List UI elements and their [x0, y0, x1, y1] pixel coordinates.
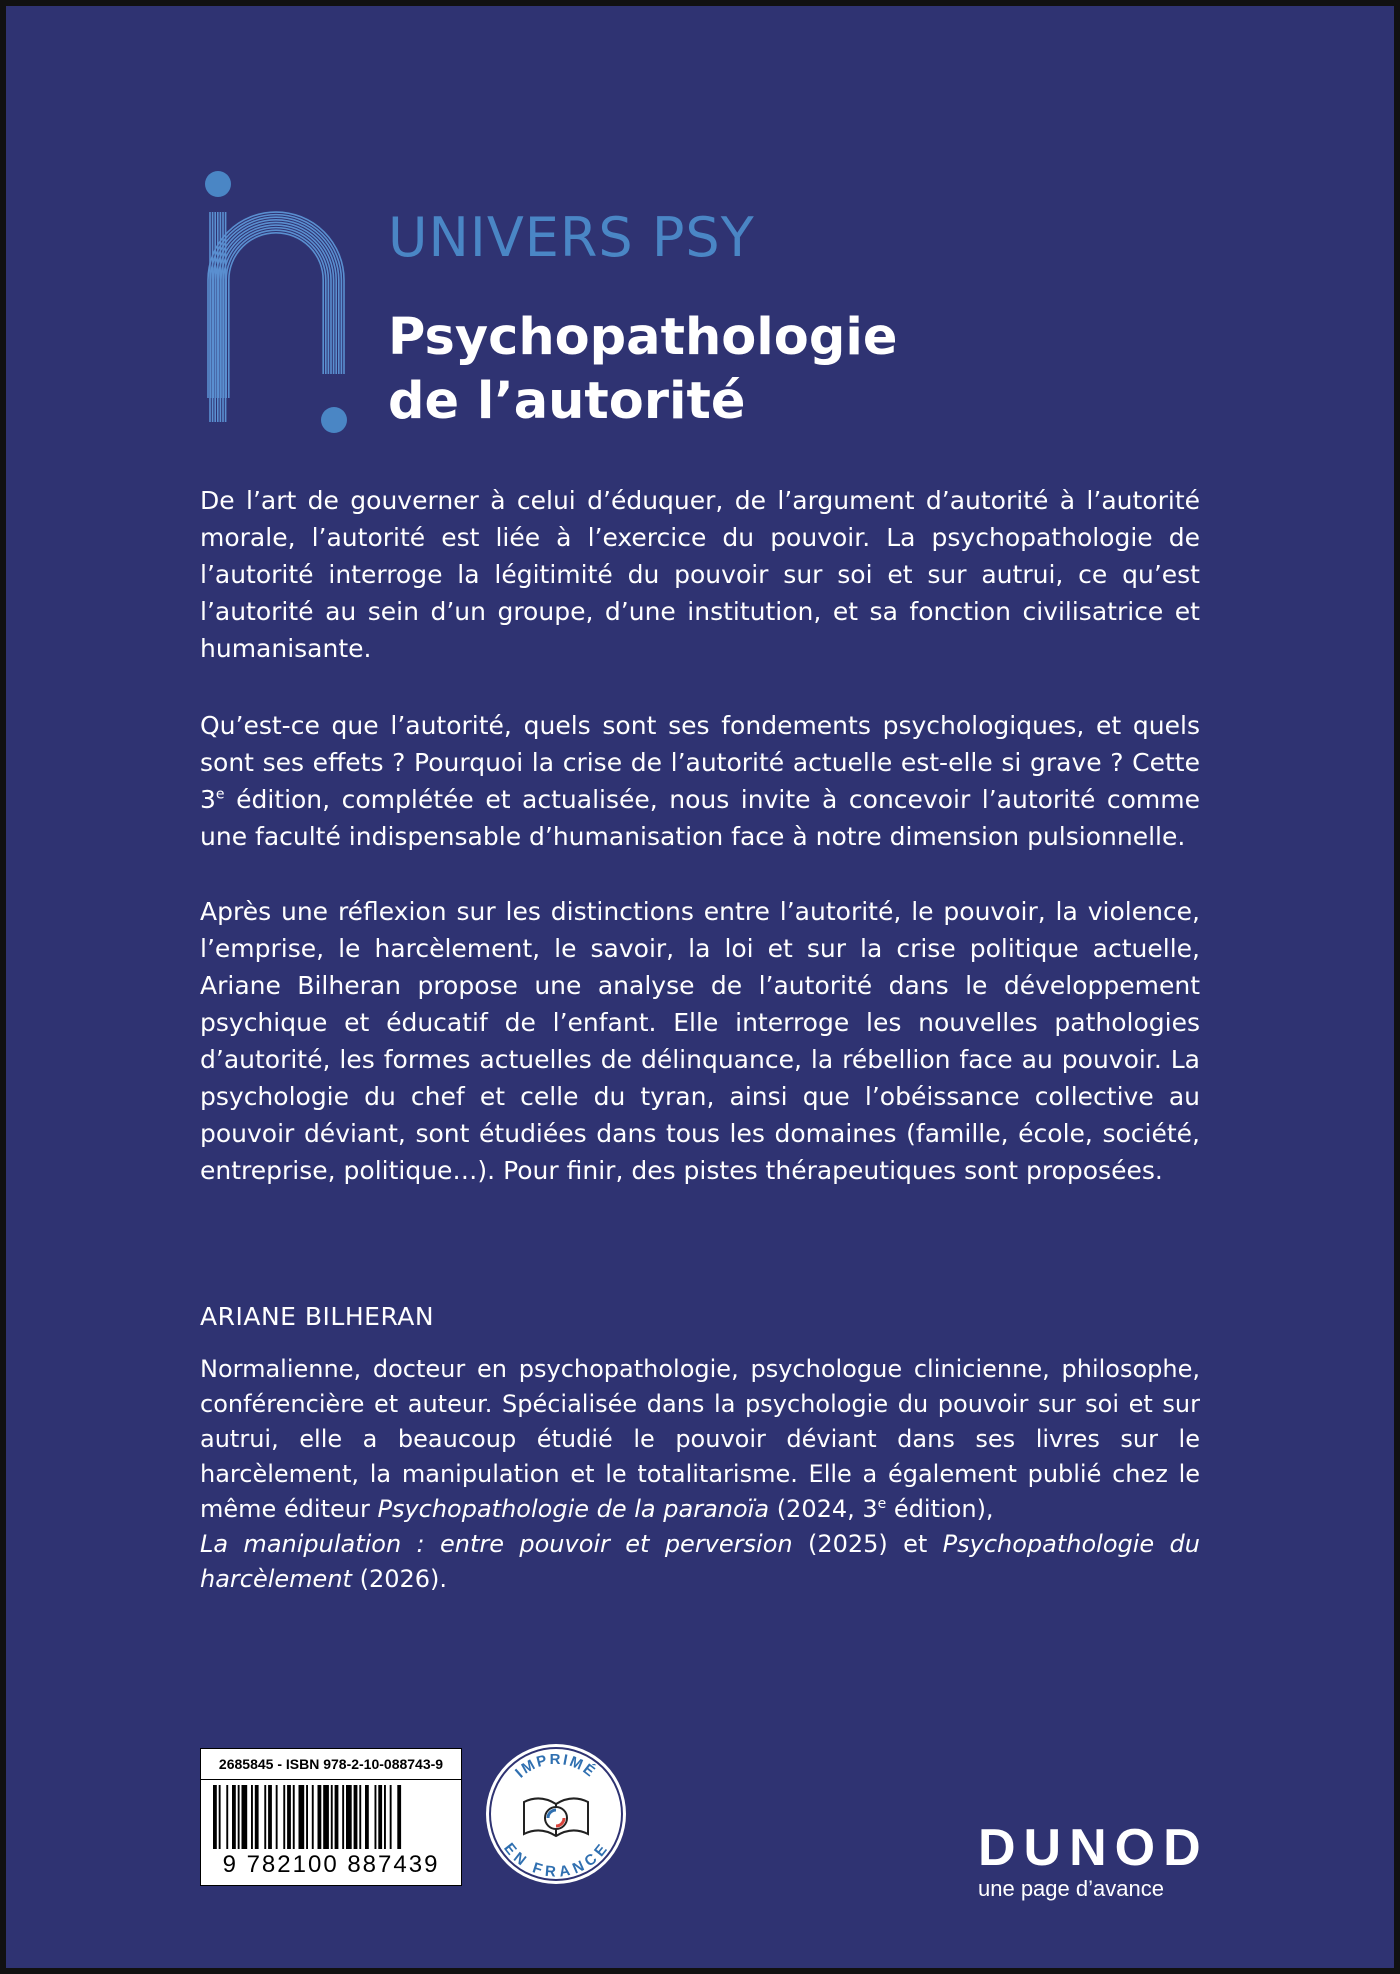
barcode-bar: [318, 1785, 322, 1849]
barcode-bar: [287, 1785, 291, 1849]
barcode-bar: [359, 1785, 361, 1849]
logo-arch-line: [226, 230, 326, 398]
barcode-bar: [384, 1785, 386, 1849]
barcode-bar: [342, 1785, 344, 1849]
barcode-bar: [306, 1785, 308, 1849]
barcode-bar: [293, 1785, 295, 1849]
book-3-info: (2026).: [351, 1565, 448, 1593]
logo-arch-line: [211, 215, 342, 398]
title-line-1: Psychopathologie: [388, 308, 898, 367]
book-1-info-a: (2024, 3: [769, 1495, 878, 1523]
logo-arch-line: [229, 233, 323, 398]
p2-sup: e: [215, 786, 225, 803]
logo-arch-line: [218, 222, 333, 398]
barcode-bar: [238, 1785, 240, 1849]
logo-arch-line: [213, 217, 339, 398]
author-name: ARIANE BILHERAN: [200, 1302, 435, 1331]
isbn-text: 2685845 - ISBN 978-2-10-088743-9: [201, 1749, 461, 1780]
author-bio: [200, 1352, 1200, 1597]
book-1: Psychopathologie de la paranoïa: [377, 1495, 770, 1523]
barcode-bar: [283, 1785, 285, 1849]
barcode-box: [200, 1748, 462, 1886]
seal-bottom-text: EN FRANCE: [500, 1839, 612, 1881]
logo-arch-line: [221, 225, 331, 398]
description-paragraph-1: De l’art de gouverner à celui d’éduquer, de l’argument d’autorité à l’autorité morale, l’autorité est liée à l’exercice du pouvoir. La psychopathologie de l’autorité interroge la légitimité du pouvoir sur soi et sur autrui, ce qu’est l’autorité au sein d’un groupe, d’une institution, et sa fonction civilisatrice et humanisante.: [200, 486, 1200, 663]
p2-after: édition, complétée et actualisée, nous invite à concevoir l’autorité comme une faculté indispensable d’humanisation face à notre dimension pulsionnelle.: [200, 785, 1200, 851]
seal-top-text: IMPRIMÉ: [512, 1751, 600, 1782]
barcode-bar: [264, 1785, 266, 1849]
univers-psy-logo: [196, 162, 356, 442]
barcode-bar: [213, 1785, 217, 1849]
series-name: UNIVERS PSY: [388, 206, 755, 269]
barcode-bar: [331, 1785, 333, 1849]
barcode-bar: [397, 1785, 401, 1849]
logo-arch-line: [216, 220, 336, 398]
barcode-bar: [276, 1785, 278, 1849]
book-3: Psychopathologie du harcèlement: [200, 1530, 1200, 1593]
p2-before: Qu’est-ce que l’autorité, quels sont ses fondements psychologiques, et quels sont ses effets ? Pourquoi la crise de l’autorité actuelle est-elle si grave ? Cette 3: [200, 711, 1200, 814]
publisher-tagline: une page d’avance: [978, 1876, 1164, 1901]
barcode-bar: [251, 1785, 253, 1849]
imprime-en-france-seal: [484, 1742, 628, 1886]
description-paragraph-3: Après une réflexion sur les distinctions entre l’autorité, le pouvoir, la violence, l’emprise, le harcèlement, le savoir, la loi et sur la crise politique actuelle, Ariane Bilheran propose une analyse de l’autorité dans le développement psychique et éducatif de l’enfant. Elle interroge les nouvelles pathologies d’autorité, les formes actuelles de délinquance, la rébellion face au pouvoir. La psychologie du chef et celle du tyran, ainsi que l’obéissance collective au pouvoir déviant, sont étudiées dans tous les domaines (famille, école, société, entreprise, politique…). Pour finir, des pistes thérapeutiques sont proposées.: [200, 897, 1200, 1185]
publisher-name: DUNOD: [978, 1819, 1209, 1877]
barcode-bar: [354, 1785, 358, 1849]
barcode-bar: [219, 1785, 221, 1849]
barcode-bars: [213, 1785, 451, 1849]
barcode-bar: [226, 1785, 228, 1849]
book-title: [388, 306, 897, 434]
book-1-info-b: édition),: [886, 1495, 994, 1523]
book-2: La manipulation : entre pouvoir et perversion: [200, 1530, 793, 1558]
title-line-2: de l’autorité: [388, 372, 746, 431]
barcode-bar: [232, 1785, 236, 1849]
barcode-bar: [346, 1785, 352, 1849]
description-paragraph-2: [200, 707, 1200, 855]
barcode-bar: [268, 1785, 272, 1849]
barcode-bar: [390, 1785, 392, 1849]
barcode-bar: [323, 1785, 329, 1849]
book-2-info: (2025) et: [792, 1530, 943, 1558]
barcode-number: 9 782100 887439: [222, 1851, 440, 1878]
barcode-bar: [378, 1785, 382, 1849]
bio-text: Normalienne, docteur en psychopathologie, psychologue clinicienne, philosophe, conférencière et auteur. Spécialisée dans la psychologie du pouvoir sur soi et sur autrui, elle a beaucoup étudié le pouvoir déviant dans ses livres sur le harcèlement, la manipulation et le totalitarisme. Elle a également publié chez le même éditeur: [200, 1355, 1200, 1523]
barcode-bar: [312, 1785, 314, 1849]
barcode-bar: [255, 1785, 259, 1849]
barcode-bar: [242, 1785, 248, 1849]
logo-arch-line: [224, 228, 329, 398]
barcode-bar: [335, 1785, 339, 1849]
barcode-bar: [365, 1785, 369, 1849]
book-1-sup: e: [877, 1496, 887, 1512]
publisher-logo: [978, 1819, 1209, 1902]
barcode-bar: [299, 1785, 305, 1849]
barcode-bar: [375, 1785, 377, 1849]
